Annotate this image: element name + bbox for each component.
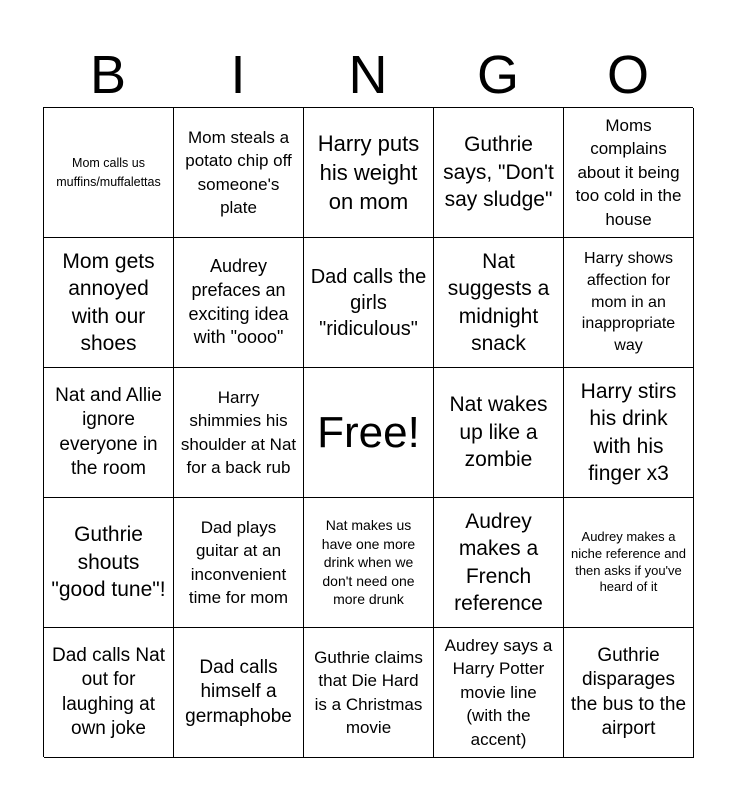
bingo-cell-r3c1[interactable] [44, 368, 174, 498]
cell-text: Mom gets annoyed with our shoes [62, 249, 155, 355]
cell-text: Audrey prefaces an exciting idea with "oooo" [188, 256, 289, 348]
cell-text: Moms complains about it being too cold in the house [575, 115, 682, 229]
free-space-text: Free! [317, 407, 420, 457]
bingo-cell-r1c4[interactable] [434, 108, 564, 238]
cell-text: Dad plays guitar at an inconvenient time for mom [188, 517, 289, 607]
cell-text: Dad calls the girls "ridiculous" [310, 265, 427, 340]
bingo-cell-r4c2[interactable] [174, 498, 304, 628]
bingo-cell-r3c2[interactable] [174, 368, 304, 498]
bingo-cell-r1c3[interactable] [304, 108, 434, 238]
cell-text: Nat suggests a midnight snack [447, 249, 550, 355]
cell-text: Dad calls Nat out for laughing at own joke [52, 644, 165, 739]
cell-text: Guthrie shouts "good tune"! [51, 523, 166, 602]
bingo-cell-r5c3[interactable] [304, 628, 434, 758]
cell-text: Harry stirs his drink with his finger x3 [580, 379, 677, 485]
bingo-cell-r2c4[interactable] [434, 238, 564, 368]
cell-text: Nat and Allie ignore everyone in the room [55, 384, 162, 479]
cell-text: Mom steals a potato chip off someone's plate [185, 127, 292, 217]
bingo-cell-r2c1[interactable] [44, 238, 174, 368]
bingo-cell-r5c2[interactable] [174, 628, 304, 758]
bingo-cell-r1c5[interactable] [564, 108, 694, 238]
bingo-board [43, 107, 693, 757]
bingo-cell-r3c4[interactable] [434, 368, 564, 498]
header-letter-b: B [89, 45, 127, 105]
cell-text: Nat makes us have one more drink when we don't need one more drunk [321, 517, 416, 608]
cell-text: Guthrie claims that Die Hard is a Christmas movie [314, 647, 423, 737]
cell-text: Audrey says a Harry Potter movie line (with the accent) [444, 635, 553, 749]
cell-text: Audrey makes a French reference [454, 509, 543, 615]
bingo-cell-r2c5[interactable] [564, 238, 694, 368]
cell-text: Mom calls us muffins/muffalettas [56, 156, 161, 189]
cell-text: Guthrie says, "Don't say sludge" [443, 133, 554, 212]
header-letter-i: I [230, 45, 246, 105]
cell-text: Nat wakes up like a zombie [449, 393, 548, 472]
bingo-cell-r4c4[interactable] [434, 498, 564, 628]
header-letter-n: N [348, 45, 388, 105]
header-letter-o: O [606, 45, 649, 105]
bingo-cell-r4c1[interactable] [44, 498, 174, 628]
bingo-cell-free[interactable] [304, 368, 434, 498]
cell-text: Harry puts his weight on mom [317, 130, 420, 215]
bingo-cell-r5c4[interactable] [434, 628, 564, 758]
bingo-cell-r1c1[interactable] [44, 108, 174, 238]
bingo-cell-r3c5[interactable] [564, 368, 694, 498]
cell-text: Harry shimmies his shoulder at Nat for a back rub [180, 387, 297, 477]
cell-text: Guthrie disparages the bus to the airport [570, 644, 687, 739]
bingo-cell-r1c2[interactable] [174, 108, 304, 238]
bingo-cell-r5c1[interactable] [44, 628, 174, 758]
bingo-cell-r2c3[interactable] [304, 238, 434, 368]
cell-text: Audrey makes a niche reference and then asks if you've heard of it [571, 528, 686, 595]
bingo-header [43, 44, 693, 106]
cell-text: Harry shows affection for mom in an inappropriate way [581, 249, 676, 355]
bingo-cell-r4c3[interactable] [304, 498, 434, 628]
bingo-cell-r2c2[interactable] [174, 238, 304, 368]
bingo-cell-r4c5[interactable] [564, 498, 694, 628]
cell-text: Dad calls himself a germaphobe [185, 657, 292, 727]
bingo-cell-r5c5[interactable] [564, 628, 694, 758]
header-letter-g: G [476, 45, 519, 105]
